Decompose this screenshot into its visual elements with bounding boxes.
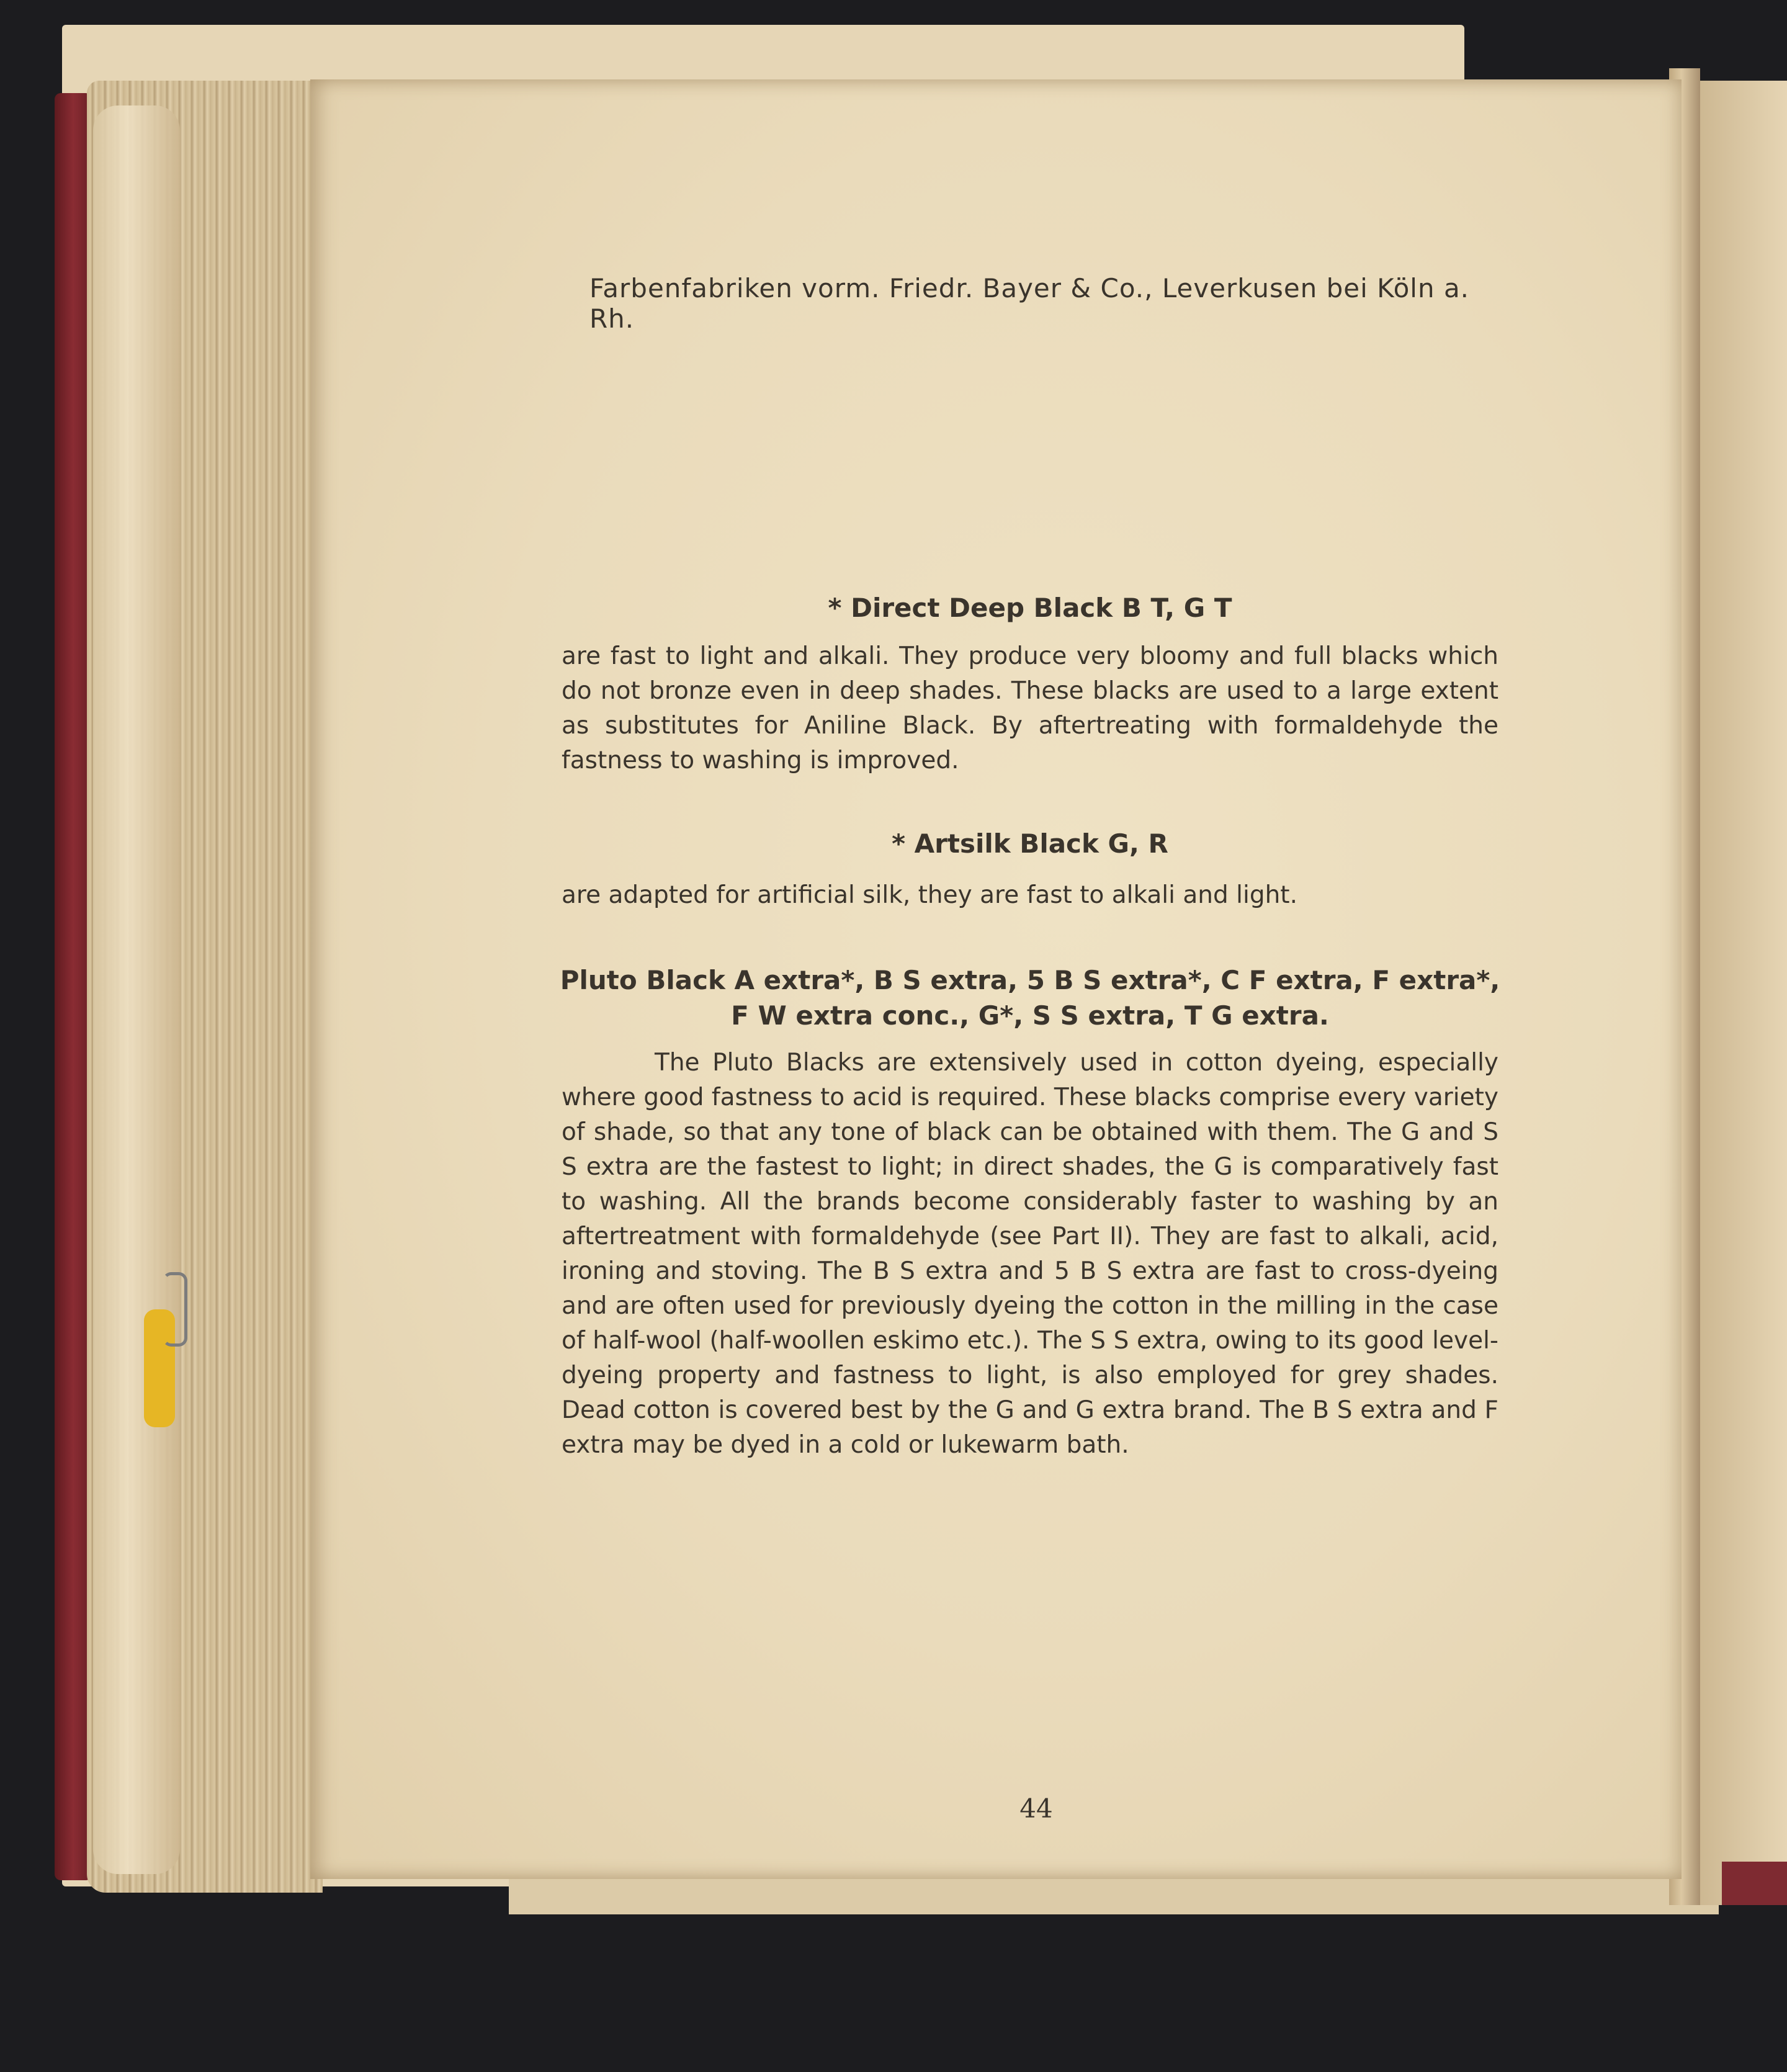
heading-artsilk-black: * Artsilk Black G, R [892,828,1168,859]
right-page-edge [1700,81,1787,1905]
right-cover-corner [1722,1862,1787,1905]
heading-pluto-black-line1: Pluto Black A extra*, B S extra, 5 B S extra*, C F extra, F extra*, [560,965,1500,995]
heading-direct-deep-black: * Direct Deep Black B T, G T [828,593,1232,623]
torn-page-edges [93,105,180,1874]
heading-pluto-black-line2: F W extra conc., G*, S S extra, T G extra. [731,1000,1329,1031]
running-header: Farbenfabriken vorm. Friedr. Bayer & Co., Leverkusen bei Köln a. Rh. [589,273,1470,334]
paragraph-artsilk-black: are adapted for artificial silk, they are fast to alkali and light. [562,881,1297,909]
page-number: 44 [1019,1793,1053,1824]
red-cover-edge [55,93,92,1880]
paragraph-pluto-black: The Pluto Blacks are extensively used in cotton dyeing, especially where good fastness to acid is required. These blacks comprise every variety of shade, so that any tone of black can be obtained with them. The G and S S extra are the fastest to light; in direct shades, the G is comparatively fast to washing. All the brands become considerably faster to washing by an aftertreatment with formaldehyde (see Part II). They are fast to alkali, acid, ironing and stoving. The B S extra and 5 B S extra are fast to cross-dyeing and are often used for previously dyeing the cotton in the milling in the case of half-wool (half-woollen eskimo etc.). The S S extra, owing to its good level-dyeing property and fastness to light, is also employed for grey shades. Dead cotton is covered best by the G and G extra brand. The B S extra and F extra may be dyed in a cold or lukewarm bath. [562,1049,1498,1459]
paragraph-direct-deep-black: are fast to light and alkali. They produce very bloomy and full blacks which do not bronze even in deep shades. These blacks are used to a large extent as substitutes for Aniline Black. By aftertreating with formaldehyde the fastness to washing is improved. [562,642,1498,774]
paper-clip-icon [163,1272,187,1347]
